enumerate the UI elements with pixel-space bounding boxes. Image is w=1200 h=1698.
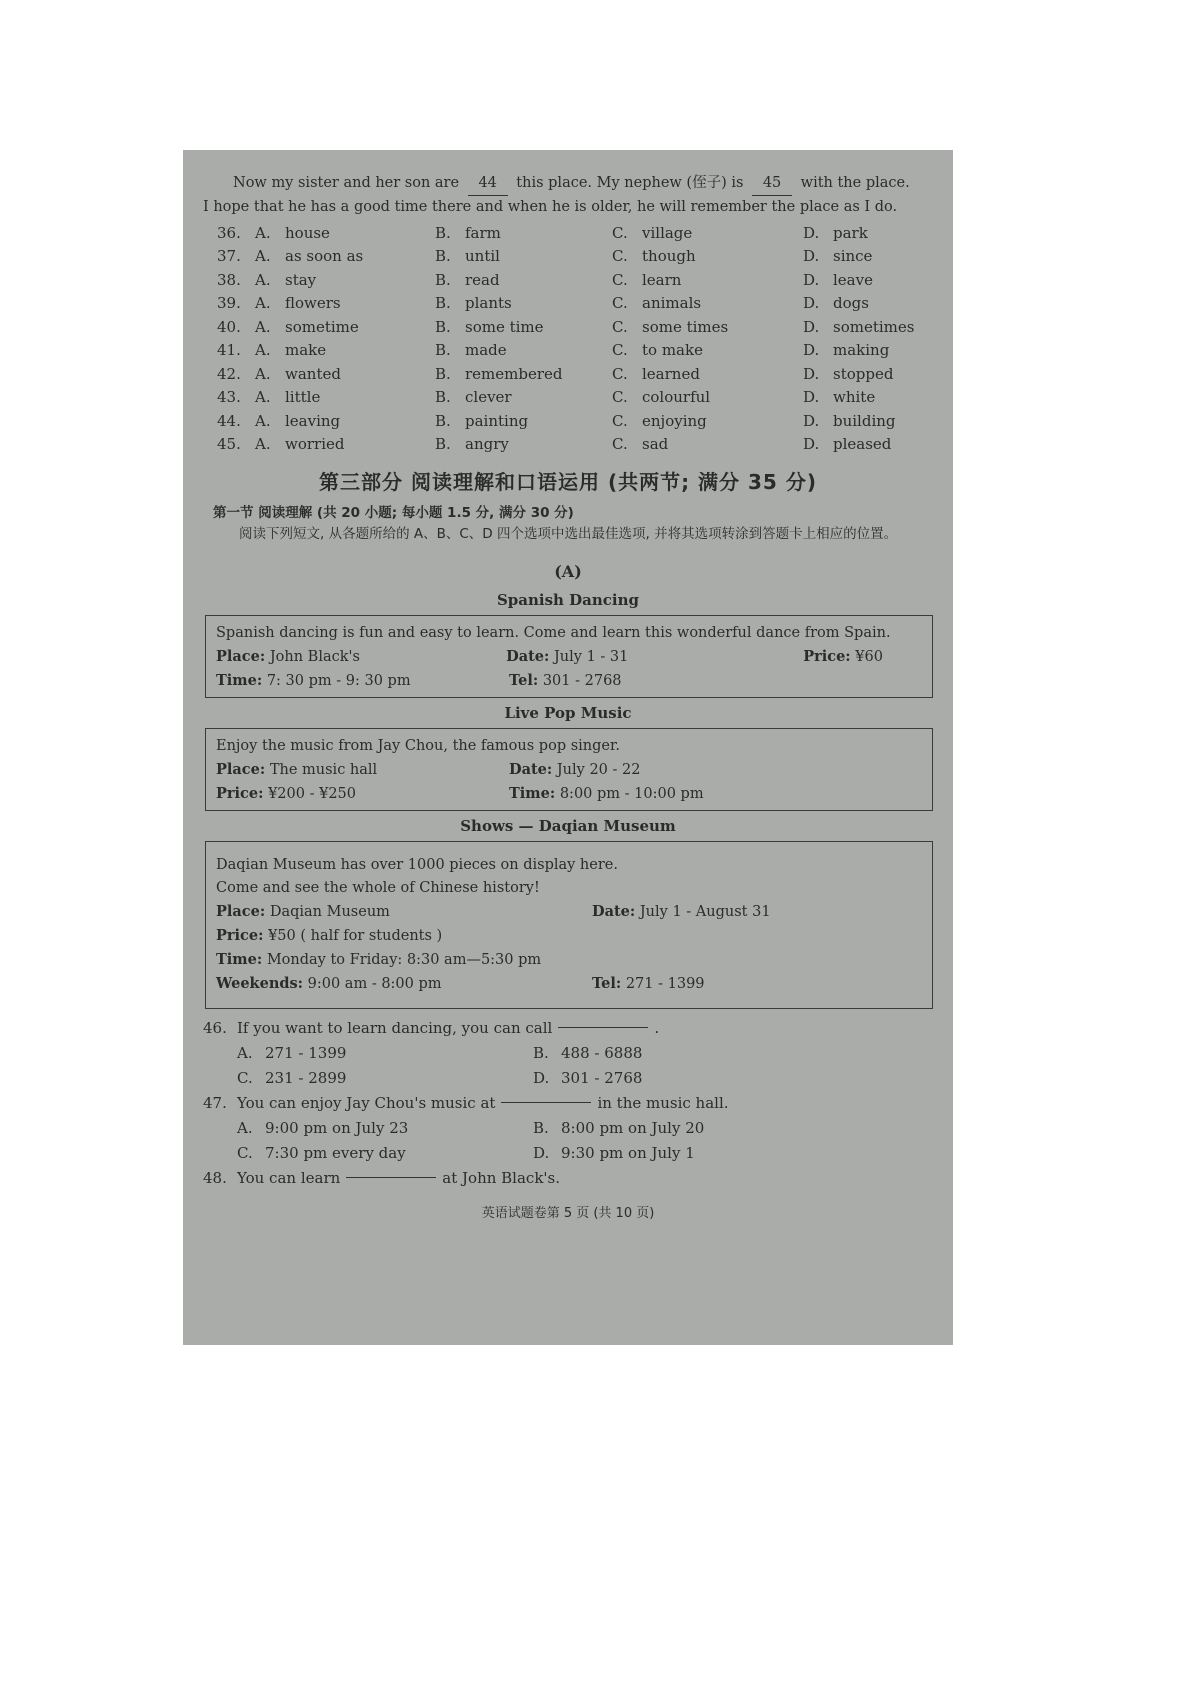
place-value: Daqian Museum <box>269 904 390 920</box>
date-key: Date: <box>506 648 550 665</box>
cloze-passage-end <box>203 172 933 219</box>
question-number: 37. <box>217 247 241 266</box>
price-key: Price: <box>216 927 264 944</box>
option-text: 8:00 pm on July 20 <box>561 1118 705 1137</box>
option-letter: C. <box>237 1068 253 1087</box>
option-text: angry <box>465 435 509 454</box>
option-text: building <box>833 411 896 430</box>
option-text: village <box>642 223 693 242</box>
option-letter: D. <box>803 317 820 336</box>
ad-box-spanish-dancing <box>205 615 933 698</box>
option-letter: B. <box>435 317 451 336</box>
question-number: 39. <box>217 294 241 313</box>
date-key: Date: <box>509 761 553 778</box>
price-key: Price: <box>216 785 264 802</box>
option-text: make <box>285 341 327 360</box>
option-text: to make <box>642 341 703 360</box>
place-value: John Black's <box>269 649 360 665</box>
option-row <box>217 409 933 433</box>
question-stem: You can learn <box>237 1168 341 1187</box>
option-row <box>203 1140 933 1165</box>
option-letter: A. <box>237 1043 253 1062</box>
option-letter: C. <box>612 364 628 383</box>
option-row <box>217 433 933 457</box>
option-text: 9:30 pm on July 1 <box>561 1143 695 1162</box>
option-text: painting <box>465 411 529 430</box>
option-text: stay <box>285 270 317 289</box>
time-key: Time: <box>216 951 263 968</box>
option-text: house <box>285 223 330 242</box>
option-letter: C. <box>612 411 628 430</box>
tel-value: 301 - 2768 <box>542 673 622 689</box>
question-number: 45. <box>217 435 241 454</box>
ad-title-daqian-museum: Shows — Daqian Museum <box>460 817 676 835</box>
option-text: leaving <box>285 411 341 430</box>
question-number: 44. <box>217 411 241 430</box>
answer-blank <box>346 1177 436 1178</box>
part-three-title: 第三部分 阅读理解和口语运用 (共两节; 满分 35 分) <box>319 470 817 494</box>
option-text: clever <box>465 388 512 407</box>
option-row <box>217 268 933 292</box>
price-value: ¥60 <box>855 649 883 665</box>
option-text: read <box>465 270 500 289</box>
option-letter: A. <box>255 341 271 360</box>
ad-line <box>216 900 922 924</box>
date-value: July 20 - 22 <box>556 762 641 778</box>
option-letter: D. <box>803 341 820 360</box>
weekends-value: 9:00 am - 8:00 pm <box>307 976 442 992</box>
option-text: sometime <box>285 317 359 336</box>
option-letter: A. <box>255 270 271 289</box>
option-letter: D. <box>803 247 820 266</box>
option-text: 271 - 1399 <box>265 1043 347 1062</box>
option-letter: C. <box>612 294 628 313</box>
question-stem: You can enjoy Jay Chou's music at <box>237 1093 496 1112</box>
question-number: 48. <box>203 1168 227 1187</box>
option-letter: A. <box>255 317 271 336</box>
option-text: sad <box>642 435 669 454</box>
question-number: 41. <box>217 341 241 360</box>
place-value: The music hall <box>269 762 378 778</box>
option-text: some time <box>465 317 544 336</box>
weekends-key: Weekends: <box>216 975 304 992</box>
option-text: learned <box>642 364 700 383</box>
tel-key: Tel: <box>509 672 539 689</box>
option-letter: D. <box>803 294 820 313</box>
ad-description: Enjoy the music from Jay Chou, the famous pop singer. <box>216 738 620 754</box>
option-letter: D. <box>803 223 820 242</box>
question-stem: . <box>654 1018 660 1037</box>
option-row <box>217 362 933 386</box>
question-number: 47. <box>203 1093 227 1112</box>
option-text: park <box>833 223 868 242</box>
ad-line <box>216 669 922 693</box>
place-key: Place: <box>216 648 266 665</box>
option-row <box>217 245 933 269</box>
option-text: made <box>465 341 507 360</box>
ad-title-live-pop-music: Live Pop Music <box>504 704 632 722</box>
option-letter: B. <box>435 388 451 407</box>
question-number: 43. <box>217 388 241 407</box>
option-text: farm <box>465 223 501 242</box>
question-number: 46. <box>203 1018 227 1037</box>
option-text: enjoying <box>642 411 707 430</box>
option-text: animals <box>642 294 702 313</box>
cloze-text: with the place. <box>800 175 910 191</box>
question-number: 38. <box>217 270 241 289</box>
question-number: 36. <box>217 223 241 242</box>
option-letter: A. <box>255 223 271 242</box>
cloze-text: Now my sister and her son are <box>233 175 460 191</box>
question-number: 42. <box>217 364 241 383</box>
option-text: remembered <box>465 364 563 383</box>
option-text: little <box>285 388 321 407</box>
option-text: 9:00 pm on July 23 <box>265 1118 409 1137</box>
option-text: sometimes <box>833 317 915 336</box>
option-letter: C. <box>237 1143 253 1162</box>
ad-description: Come and see the whole of Chinese history! <box>216 880 540 896</box>
option-text: until <box>465 247 500 266</box>
question-48 <box>203 1165 933 1190</box>
option-letter: C. <box>612 341 628 360</box>
option-letter: D. <box>803 388 820 407</box>
option-text: 301 - 2768 <box>561 1068 643 1087</box>
option-letter: C. <box>612 247 628 266</box>
option-letter: B. <box>533 1043 549 1062</box>
option-text: wanted <box>285 364 341 383</box>
option-text: stopped <box>833 364 894 383</box>
option-text: 488 - 6888 <box>561 1043 643 1062</box>
option-row <box>217 221 933 245</box>
ad-title-spanish-dancing: Spanish Dancing <box>496 591 640 609</box>
place-key: Place: <box>216 761 266 778</box>
time-value: 7: 30 pm - 9: 30 pm <box>266 673 411 689</box>
option-letter: B. <box>435 341 451 360</box>
option-letter: B. <box>435 435 451 454</box>
cloze-options <box>217 221 933 456</box>
time-value: 8:00 pm - 10:00 pm <box>559 786 704 802</box>
option-row <box>203 1115 933 1140</box>
option-letter: A. <box>255 435 271 454</box>
option-text: white <box>833 388 876 407</box>
ad-line <box>216 924 922 948</box>
time-key: Time: <box>509 785 556 802</box>
option-letter: D. <box>533 1143 550 1162</box>
option-text: pleased <box>833 435 892 454</box>
ad-box-daqian-museum <box>205 841 933 1009</box>
option-text: as soon as <box>285 247 364 266</box>
option-text: learn <box>642 270 682 289</box>
option-text: some times <box>642 317 729 336</box>
ad-line <box>216 758 922 782</box>
price-key: Price: <box>803 648 851 665</box>
option-letter: B. <box>435 364 451 383</box>
option-letter: A. <box>255 411 271 430</box>
option-row <box>203 1040 933 1065</box>
option-letter: C. <box>612 317 628 336</box>
option-letter: C. <box>612 223 628 242</box>
option-text: plants <box>465 294 512 313</box>
cloze-text: this place. My nephew (侄子) is <box>516 175 744 191</box>
questions <box>203 1015 933 1190</box>
cloze-line-2: I hope that he has a good time there and when he is older, he will remember the place as I do. <box>203 199 898 215</box>
option-letter: A. <box>255 294 271 313</box>
ad-line <box>216 948 922 972</box>
option-text: colourful <box>642 388 711 407</box>
price-value: ¥200 - ¥250 <box>268 786 356 802</box>
option-letter: B. <box>435 223 451 242</box>
option-text: flowers <box>285 294 341 313</box>
option-text: leave <box>833 270 873 289</box>
option-letter: D. <box>803 411 820 430</box>
question-47 <box>203 1090 933 1115</box>
option-letter: A. <box>255 247 271 266</box>
cloze-blank-45: 45 <box>752 172 792 196</box>
option-text: since <box>833 247 873 266</box>
time-key: Time: <box>216 672 263 689</box>
option-row <box>217 386 933 410</box>
option-letter: B. <box>435 270 451 289</box>
price-value: ¥50 ( half for students ) <box>268 928 443 944</box>
date-value: July 1 - August 31 <box>639 904 771 920</box>
question-stem: If you want to learn dancing, you can call <box>237 1018 553 1037</box>
option-row <box>217 292 933 316</box>
ad-description: Spanish dancing is fun and easy to learn. Come and learn this wonderful dance from Spain. <box>216 625 891 641</box>
ad-line <box>216 782 922 806</box>
option-letter: A. <box>255 388 271 407</box>
question-stem: at John Black's. <box>442 1168 560 1187</box>
option-letter: A. <box>255 364 271 383</box>
question-stem: in the music hall. <box>597 1093 729 1112</box>
tel-key: Tel: <box>592 975 622 992</box>
option-text: though <box>642 247 696 266</box>
option-letter: B. <box>435 411 451 430</box>
ad-description: Daqian Museum has over 1000 pieces on display here. <box>216 857 618 873</box>
date-key: Date: <box>592 903 636 920</box>
option-letter: C. <box>612 388 628 407</box>
option-letter: D. <box>803 435 820 454</box>
option-letter: C. <box>612 435 628 454</box>
ad-line <box>216 645 922 669</box>
time-value: Monday to Friday: 8:30 am—5:30 pm <box>266 952 542 968</box>
answer-blank <box>501 1102 591 1103</box>
option-letter: B. <box>533 1118 549 1137</box>
option-letter: D. <box>803 364 820 383</box>
option-letter: B. <box>435 247 451 266</box>
place-key: Place: <box>216 903 266 920</box>
ad-box-live-pop-music <box>205 728 933 811</box>
cloze-line-1 <box>233 172 933 196</box>
option-text: 7:30 pm every day <box>265 1143 406 1162</box>
exam-page <box>183 150 953 1345</box>
passage-label: (A) <box>554 562 582 581</box>
option-text: 231 - 2899 <box>265 1068 347 1087</box>
option-row <box>217 339 933 363</box>
option-letter: D. <box>803 270 820 289</box>
option-text: dogs <box>833 294 869 313</box>
option-letter: B. <box>435 294 451 313</box>
tel-value: 271 - 1399 <box>625 976 705 992</box>
option-row <box>217 315 933 339</box>
question-number: 40. <box>217 317 241 336</box>
section-one-instructions: 阅读下列短文, 从各题所给的 A、B、C、D 四个选项中选出最佳选项, 并将其选项转涂到答题卡上相应的位置。 <box>239 526 898 542</box>
cloze-blank-44: 44 <box>468 172 508 196</box>
question-46 <box>203 1015 933 1040</box>
option-letter: A. <box>237 1118 253 1137</box>
option-letter: D. <box>533 1068 550 1087</box>
section-one-title: 第一节 阅读理解 (共 20 小题; 每小题 1.5 分, 满分 30 分) <box>213 505 574 521</box>
option-letter: C. <box>612 270 628 289</box>
option-row <box>203 1065 933 1090</box>
date-value: July 1 - 31 <box>553 649 629 665</box>
page-footer: 英语试题卷第 5 页 (共 10 页) <box>481 1206 655 1221</box>
option-text: making <box>833 341 890 360</box>
answer-blank <box>558 1027 648 1028</box>
ad-line <box>216 972 922 996</box>
option-text: worried <box>285 435 345 454</box>
